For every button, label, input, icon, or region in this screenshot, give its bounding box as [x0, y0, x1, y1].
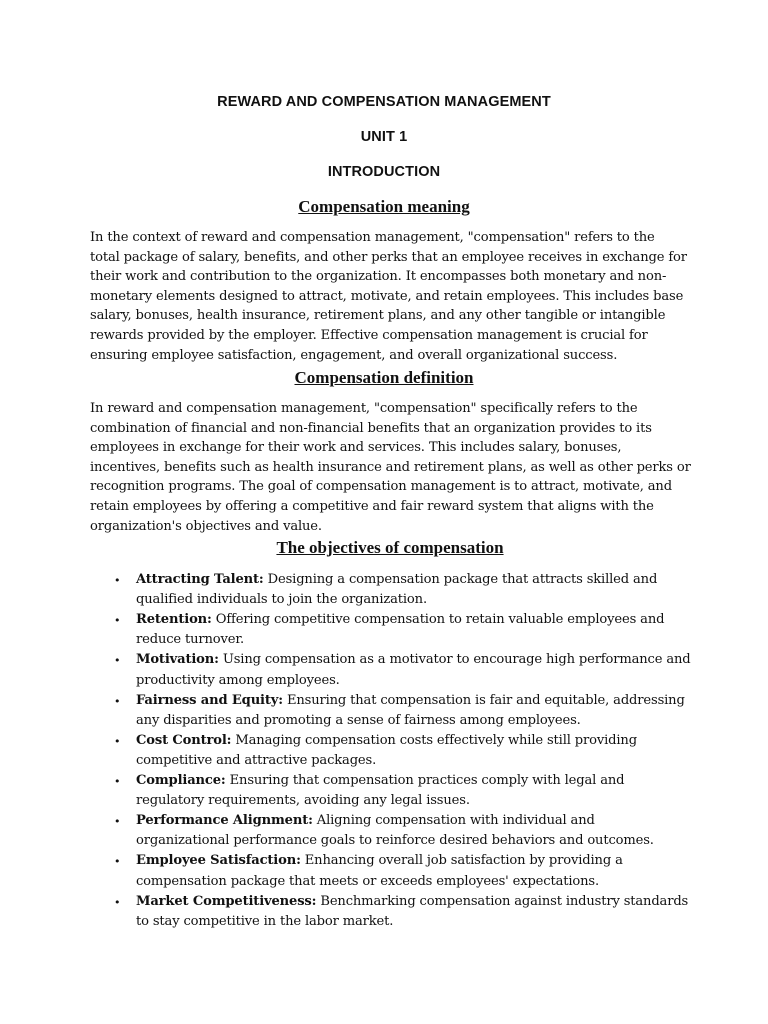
paragraph-line: salary, bonuses, health insurance, retirement plans, and any other tangible or intangible [90, 308, 666, 324]
objective-text [136, 650, 696, 690]
paragraph-line: organization's objectives and value. [90, 518, 322, 534]
objective-description: Aligning compensation with individual and [312, 813, 595, 829]
list-item [0, 892, 768, 932]
objective-description: competitive and attractive packages. [136, 752, 377, 768]
compensation-definition-heading: Compensation definition [294, 368, 474, 387]
bullet-icon: • [114, 614, 121, 628]
objective-text [136, 731, 696, 771]
objective-term: Attracting Talent: [136, 572, 264, 587]
objective-description: any disparities and promoting a sense of fairness among employees. [136, 712, 581, 728]
objective-text [136, 851, 696, 891]
list-item [0, 650, 768, 690]
bullet-icon: • [114, 815, 121, 829]
paragraph-line: recognition programs. The goal of compensation management is to attract, motivate, and [90, 479, 672, 495]
unit-heading: UNIT 1 [360, 129, 408, 145]
objective-description: Benchmarking compensation against industry standards [316, 893, 689, 909]
paragraph-line: their work and contribution to the organization. It encompasses both monetary and non- [90, 269, 667, 285]
objective-description: productivity among employees. [136, 672, 340, 688]
objective-description: qualified individuals to join the organization. [136, 592, 427, 608]
objective-term: Motivation: [136, 652, 219, 668]
compensation-definition-paragraph [90, 399, 690, 536]
objective-description: Ensuring that compensation practices comply with legal and [225, 772, 625, 788]
objective-text [136, 811, 696, 851]
paragraph-line: rewards provided by the employer. Effective compensation management is crucial for [90, 327, 648, 343]
objective-term: Compliance: [136, 772, 226, 788]
paragraph-line: total package of salary, benefits, and other perks that an employee receives in exchange for [90, 249, 687, 265]
list-item [0, 851, 768, 891]
paragraph-line: incentives, benefits such as health insurance and retirement plans, as well as other perks or [90, 459, 691, 475]
objective-text [136, 892, 696, 932]
bullet-icon: • [114, 895, 121, 909]
objective-description: regulatory requirements, avoiding any legal issues. [136, 793, 470, 809]
objective-text [136, 570, 696, 610]
objective-term: Retention: [136, 612, 212, 628]
objective-term: Market Competitiveness: [136, 893, 317, 909]
objective-description: Designing a compensation package that attracts skilled and [263, 572, 658, 587]
paragraph-line: employees in exchange for their work and services. This includes salary, bonuses, [90, 440, 622, 456]
objective-text [136, 771, 696, 811]
paragraph-line: In the context of reward and compensation management, "compensation" refers to the [90, 230, 655, 245]
objective-description: Ensuring that compensation is fair and equitable, addressing [282, 692, 685, 708]
list-item [0, 691, 768, 731]
bullet-icon: • [114, 734, 121, 748]
list-item [0, 771, 768, 811]
list-item [0, 811, 768, 851]
objective-description: organizational performance goals to reinforce desired behaviors and outcomes. [136, 833, 654, 849]
document-title: REWARD AND COMPENSATION MANAGEMENT [217, 94, 551, 110]
objective-term: Cost Control: [136, 732, 232, 748]
paragraph-line: retain employees by offering a competitive and fair reward system that aligns with the [90, 498, 654, 514]
objectives-list [0, 570, 768, 932]
objective-description: Using compensation as a motivator to encourage high performance and [218, 652, 691, 668]
paragraph-line: ensuring employee satisfaction, engagement, and overall organizational success. [90, 347, 618, 363]
bullet-icon: • [114, 774, 121, 788]
introduction-heading: INTRODUCTION [327, 164, 441, 180]
objective-term: Fairness and Equity: [136, 692, 283, 708]
objective-text [136, 610, 696, 650]
list-item [0, 610, 768, 650]
objective-description: compensation package that meets or exceeds employees' expectations. [136, 873, 599, 889]
list-item [0, 731, 768, 771]
compensation-meaning-heading: Compensation meaning [298, 197, 470, 216]
list-item [0, 570, 768, 610]
paragraph-line: monetary elements designed to attract, motivate, and retain employees. This includes base [90, 288, 684, 304]
objective-description: reduce turnover. [136, 632, 245, 648]
paragraph-line: In reward and compensation management, "compensation" specifically refers to the [90, 401, 638, 416]
bullet-icon: • [114, 574, 121, 587]
bullet-icon: • [114, 855, 121, 869]
objective-description: Enhancing overall job satisfaction by providing a [300, 853, 623, 869]
compensation-meaning-paragraph [90, 228, 690, 365]
objectives-heading: The objectives of compensation [276, 538, 504, 557]
paragraph-line: combination of financial and non-financial benefits that an organization provides to its [90, 420, 652, 436]
objective-term: Performance Alignment: [136, 813, 313, 829]
objective-description: Managing compensation costs effectively while still providing [231, 732, 637, 748]
objective-description: to stay competitive in the labor market. [136, 913, 394, 929]
objective-term: Employee Satisfaction: [136, 853, 301, 869]
bullet-icon: • [114, 654, 121, 668]
objective-description: Offering competitive compensation to retain valuable employees and [211, 612, 665, 628]
bullet-icon: • [114, 694, 121, 708]
objective-text [136, 691, 696, 731]
